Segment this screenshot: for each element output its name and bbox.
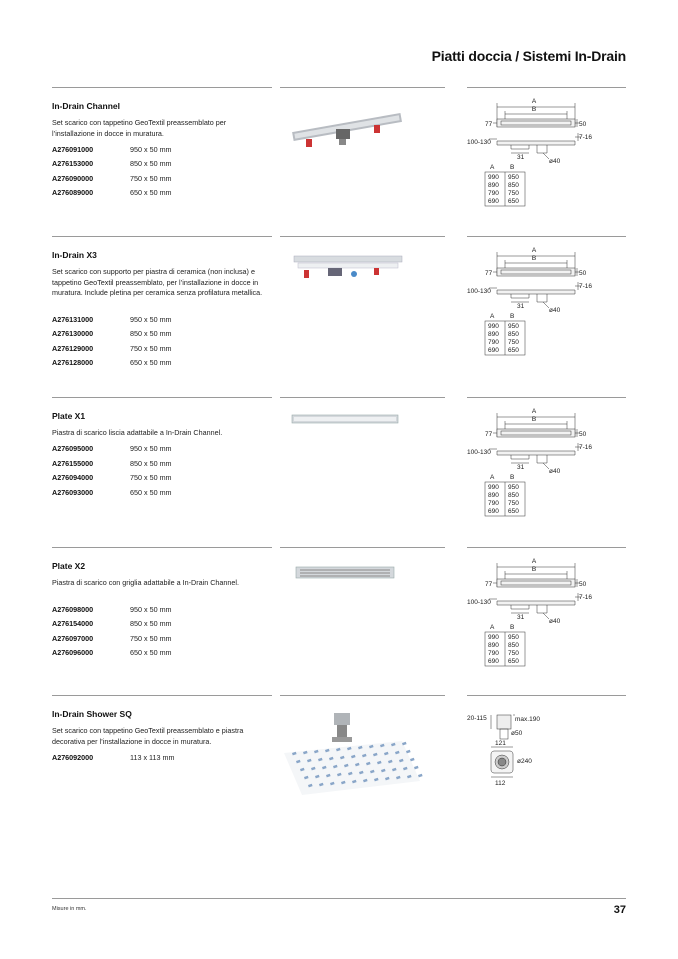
product-code: A276089000 [52, 188, 94, 198]
dimension-label: 20-115 [467, 715, 487, 722]
dim-table-cell: 990 [488, 484, 499, 491]
in-drain-shower-sq-title: In-Drain Shower SQ [52, 709, 132, 719]
dim-table-cell: 790 [488, 190, 499, 197]
dimension-label: 77 [485, 121, 493, 128]
dim-table-cell: 650 [508, 508, 519, 515]
dim-table-cell: 790 [488, 339, 499, 346]
dimension-label: ø40 [549, 158, 561, 165]
dim-table-cell: 950 [508, 634, 519, 641]
dimension-label: 112 [495, 780, 506, 787]
dim-table-cell: 890 [488, 642, 499, 649]
dimension-label: A [490, 474, 495, 481]
product-row [52, 142, 272, 157]
in-drain-shower-sq-technical-drawing [467, 701, 629, 841]
product-code-list [52, 602, 272, 660]
product-row [52, 485, 272, 500]
product-size: 650 x 50 mm [130, 188, 172, 198]
dimension-label: A [531, 98, 537, 105]
product-size: 850 x 50 mm [130, 458, 172, 468]
section-divider [280, 695, 445, 696]
section-divider [467, 695, 626, 696]
dimension-label: 31 [517, 464, 525, 471]
dimension-label: 31 [517, 303, 525, 310]
dimension-label: A [531, 558, 537, 565]
dimension-label: B [510, 313, 515, 320]
dim-table-cell: 950 [508, 484, 519, 491]
product-size: 950 x 50 mm [130, 144, 172, 154]
product-size: 850 x 50 mm [130, 329, 172, 339]
dimension-label: 77 [485, 431, 493, 438]
product-code-list [52, 312, 272, 370]
dim-table-cell: 750 [508, 650, 519, 657]
dimension-label: A [531, 247, 537, 254]
dimension-label: 77 [485, 270, 493, 277]
section-divider [280, 236, 445, 237]
product-code: A276131000 [52, 314, 94, 324]
dimension-label: 100-130 [467, 599, 491, 606]
product-code: A276128000 [52, 358, 94, 368]
product-row [52, 341, 272, 356]
dimension-label: B [531, 416, 537, 423]
dimension-label: 50 [579, 121, 587, 128]
product-row [52, 631, 272, 646]
product-size: 750 x 50 mm [130, 473, 172, 483]
dim-table-cell: 850 [508, 331, 519, 338]
in-drain-channel-photo [284, 95, 444, 187]
section-divider [280, 87, 445, 88]
product-size: 750 x 50 mm [130, 173, 172, 183]
product-row [52, 312, 272, 327]
dimension-label: 77 [485, 581, 493, 588]
product-code: A276098000 [52, 604, 94, 614]
product-code: A276095000 [52, 444, 94, 454]
product-row [52, 646, 272, 661]
section-divider [280, 397, 445, 398]
dim-table-cell: 750 [508, 339, 519, 346]
dim-table-cell: 790 [488, 650, 499, 657]
product-code: A276090000 [52, 173, 94, 183]
dimension-label: A [490, 313, 495, 320]
dimension-label: B [510, 474, 515, 481]
section-divider [52, 547, 272, 548]
dim-table-cell: 850 [508, 492, 519, 499]
in-drain-channel-technical-drawing [467, 93, 629, 233]
dimension-label: 7-16 [579, 444, 593, 451]
dim-table-cell: 690 [488, 658, 499, 665]
section-divider [280, 547, 445, 548]
dimension-label: A [490, 624, 495, 631]
plate-x1-section [52, 397, 626, 542]
dimension-label: ø40 [549, 307, 561, 314]
dim-table-cell: 990 [488, 634, 499, 641]
dim-table-cell: 990 [488, 174, 499, 181]
product-size: 650 x 50 mm [130, 648, 172, 658]
product-code: A276093000 [52, 487, 94, 497]
dimension-label: max.190 [515, 716, 540, 723]
dimension-label: B [510, 164, 515, 171]
dim-table-cell: 650 [508, 658, 519, 665]
dimension-label: 121 [495, 740, 506, 747]
plate-x1-technical-drawing [467, 403, 629, 543]
product-code: A276097000 [52, 633, 94, 643]
dim-table-cell: 650 [508, 198, 519, 205]
dimension-label: 50 [579, 270, 587, 277]
section-divider [52, 87, 272, 88]
dim-table-cell: 690 [488, 347, 499, 354]
product-row [52, 617, 272, 632]
dim-table-cell: 650 [508, 347, 519, 354]
product-row [52, 602, 272, 617]
section-divider [467, 397, 626, 398]
dimension-label: 100-130 [467, 288, 491, 295]
product-row [52, 327, 272, 342]
dimension-label: 7-16 [579, 134, 593, 141]
in-drain-channel-title: In-Drain Channel [52, 101, 121, 111]
product-code: A276154000 [52, 619, 94, 629]
page-title: Piatti doccia / Sistemi In-Drain [431, 48, 626, 64]
product-code: A276092000 [52, 752, 94, 762]
section-divider [52, 236, 272, 237]
product-size: 113 x 113 mm [130, 752, 175, 762]
dim-table-cell: 850 [508, 182, 519, 189]
product-size: 950 x 50 mm [130, 314, 172, 324]
in-drain-shower-sq-description: Set scarico con tappetino GeoTextil preassemblato e piastra decorativa per l’installazione in docce in muratura. [52, 726, 244, 746]
in-drain-x3-photo [284, 244, 444, 336]
dimension-label: ø40 [549, 468, 561, 475]
product-code: A276130000 [52, 329, 94, 339]
dimension-label: 100-130 [467, 139, 491, 146]
plate-x2-section [52, 547, 626, 692]
dimension-label: B [510, 624, 515, 631]
footer-divider [52, 898, 626, 899]
section-divider [467, 547, 626, 548]
dimension-label: B [531, 566, 537, 573]
dimension-label: B [531, 106, 537, 113]
product-row [52, 356, 272, 371]
product-size: 750 x 50 mm [130, 633, 172, 643]
product-code: A276094000 [52, 473, 94, 483]
dim-table-cell: 850 [508, 642, 519, 649]
section-divider [52, 695, 272, 696]
product-code: A276091000 [52, 144, 94, 154]
section-divider [52, 397, 272, 398]
product-row [52, 186, 272, 201]
product-code: A276129000 [52, 343, 94, 353]
product-size: 850 x 50 mm [130, 619, 172, 629]
product-row [52, 442, 272, 457]
plate-x2-technical-drawing [467, 553, 629, 693]
in-drain-x3-section [52, 236, 626, 381]
dimension-label: 50 [579, 581, 587, 588]
plate-x2-title: Plate X2 [52, 561, 86, 571]
dimension-label: 7-16 [579, 594, 593, 601]
dimension-label: ø240 [517, 758, 532, 765]
product-code-list [52, 442, 272, 500]
dimension-label: A [531, 408, 537, 415]
dimension-label: 100-130 [467, 449, 491, 456]
dim-table-cell: 950 [508, 323, 519, 330]
product-code: A276155000 [52, 458, 94, 468]
dim-table-cell: 690 [488, 198, 499, 205]
dimension-label: A [490, 164, 495, 171]
dimension-label: 50 [579, 431, 587, 438]
product-code: A276153000 [52, 159, 94, 169]
product-size: 650 x 50 mm [130, 487, 172, 497]
product-row [52, 750, 272, 765]
plate-x1-title: Plate X1 [52, 411, 86, 421]
product-row [52, 171, 272, 186]
product-size: 950 x 50 mm [130, 604, 172, 614]
plate-x1-photo [284, 405, 444, 497]
page-number: 37 [613, 904, 626, 916]
footnote: Misure in mm. [52, 906, 87, 912]
dim-table-cell: 790 [488, 500, 499, 507]
in-drain-x3-title: In-Drain X3 [52, 250, 97, 260]
dim-table-cell: 890 [488, 331, 499, 338]
plate-x2-description: Piastra di scarico con griglia adattabile a In-Drain Channel. [52, 578, 239, 587]
product-code-list [52, 750, 272, 765]
dim-table-cell: 750 [508, 500, 519, 507]
product-row [52, 471, 272, 486]
dim-table-cell: 890 [488, 492, 499, 499]
section-divider [467, 236, 626, 237]
dimension-label: 31 [517, 154, 525, 161]
product-size: 950 x 50 mm [130, 444, 172, 454]
dimension-label: ø40 [549, 618, 561, 625]
shower-sq-photo [284, 703, 444, 795]
dimension-label: B [531, 255, 537, 262]
product-size: 850 x 50 mm [130, 159, 172, 169]
dimension-label: ø50 [511, 730, 523, 737]
in-drain-channel-section [52, 87, 626, 232]
dim-table-cell: 990 [488, 323, 499, 330]
product-row [52, 157, 272, 172]
section-divider [467, 87, 626, 88]
in-drain-x3-technical-drawing [467, 242, 629, 382]
dim-table-cell: 890 [488, 182, 499, 189]
product-size: 750 x 50 mm [130, 343, 172, 353]
dim-table-cell: 950 [508, 174, 519, 181]
plate-x1-description: Piastra di scarico liscia adattabile a In-Drain Channel. [52, 428, 223, 437]
product-code: A276096000 [52, 648, 94, 658]
product-size: 650 x 50 mm [130, 358, 172, 368]
in-drain-x3-description: Set scarico con supporto per piastra di ceramica (non inclusa) e tappetino GeoTextil preassemblato, per l’installazione in docce in muratura. Include pletina per ceramica senza profilatura metallica. [52, 267, 263, 297]
dimension-label: 31 [517, 614, 525, 621]
plate-x2-photo [284, 555, 444, 647]
in-drain-shower-sq-section [52, 695, 626, 840]
in-drain-channel-description: Set scarico con tappetino GeoTextil preassemblato per l’installazione in docce in muratura. [52, 118, 227, 138]
product-code-list [52, 142, 272, 200]
dim-table-cell: 690 [488, 508, 499, 515]
dim-table-cell: 750 [508, 190, 519, 197]
dimension-label: 7-16 [579, 283, 593, 290]
product-row [52, 456, 272, 471]
